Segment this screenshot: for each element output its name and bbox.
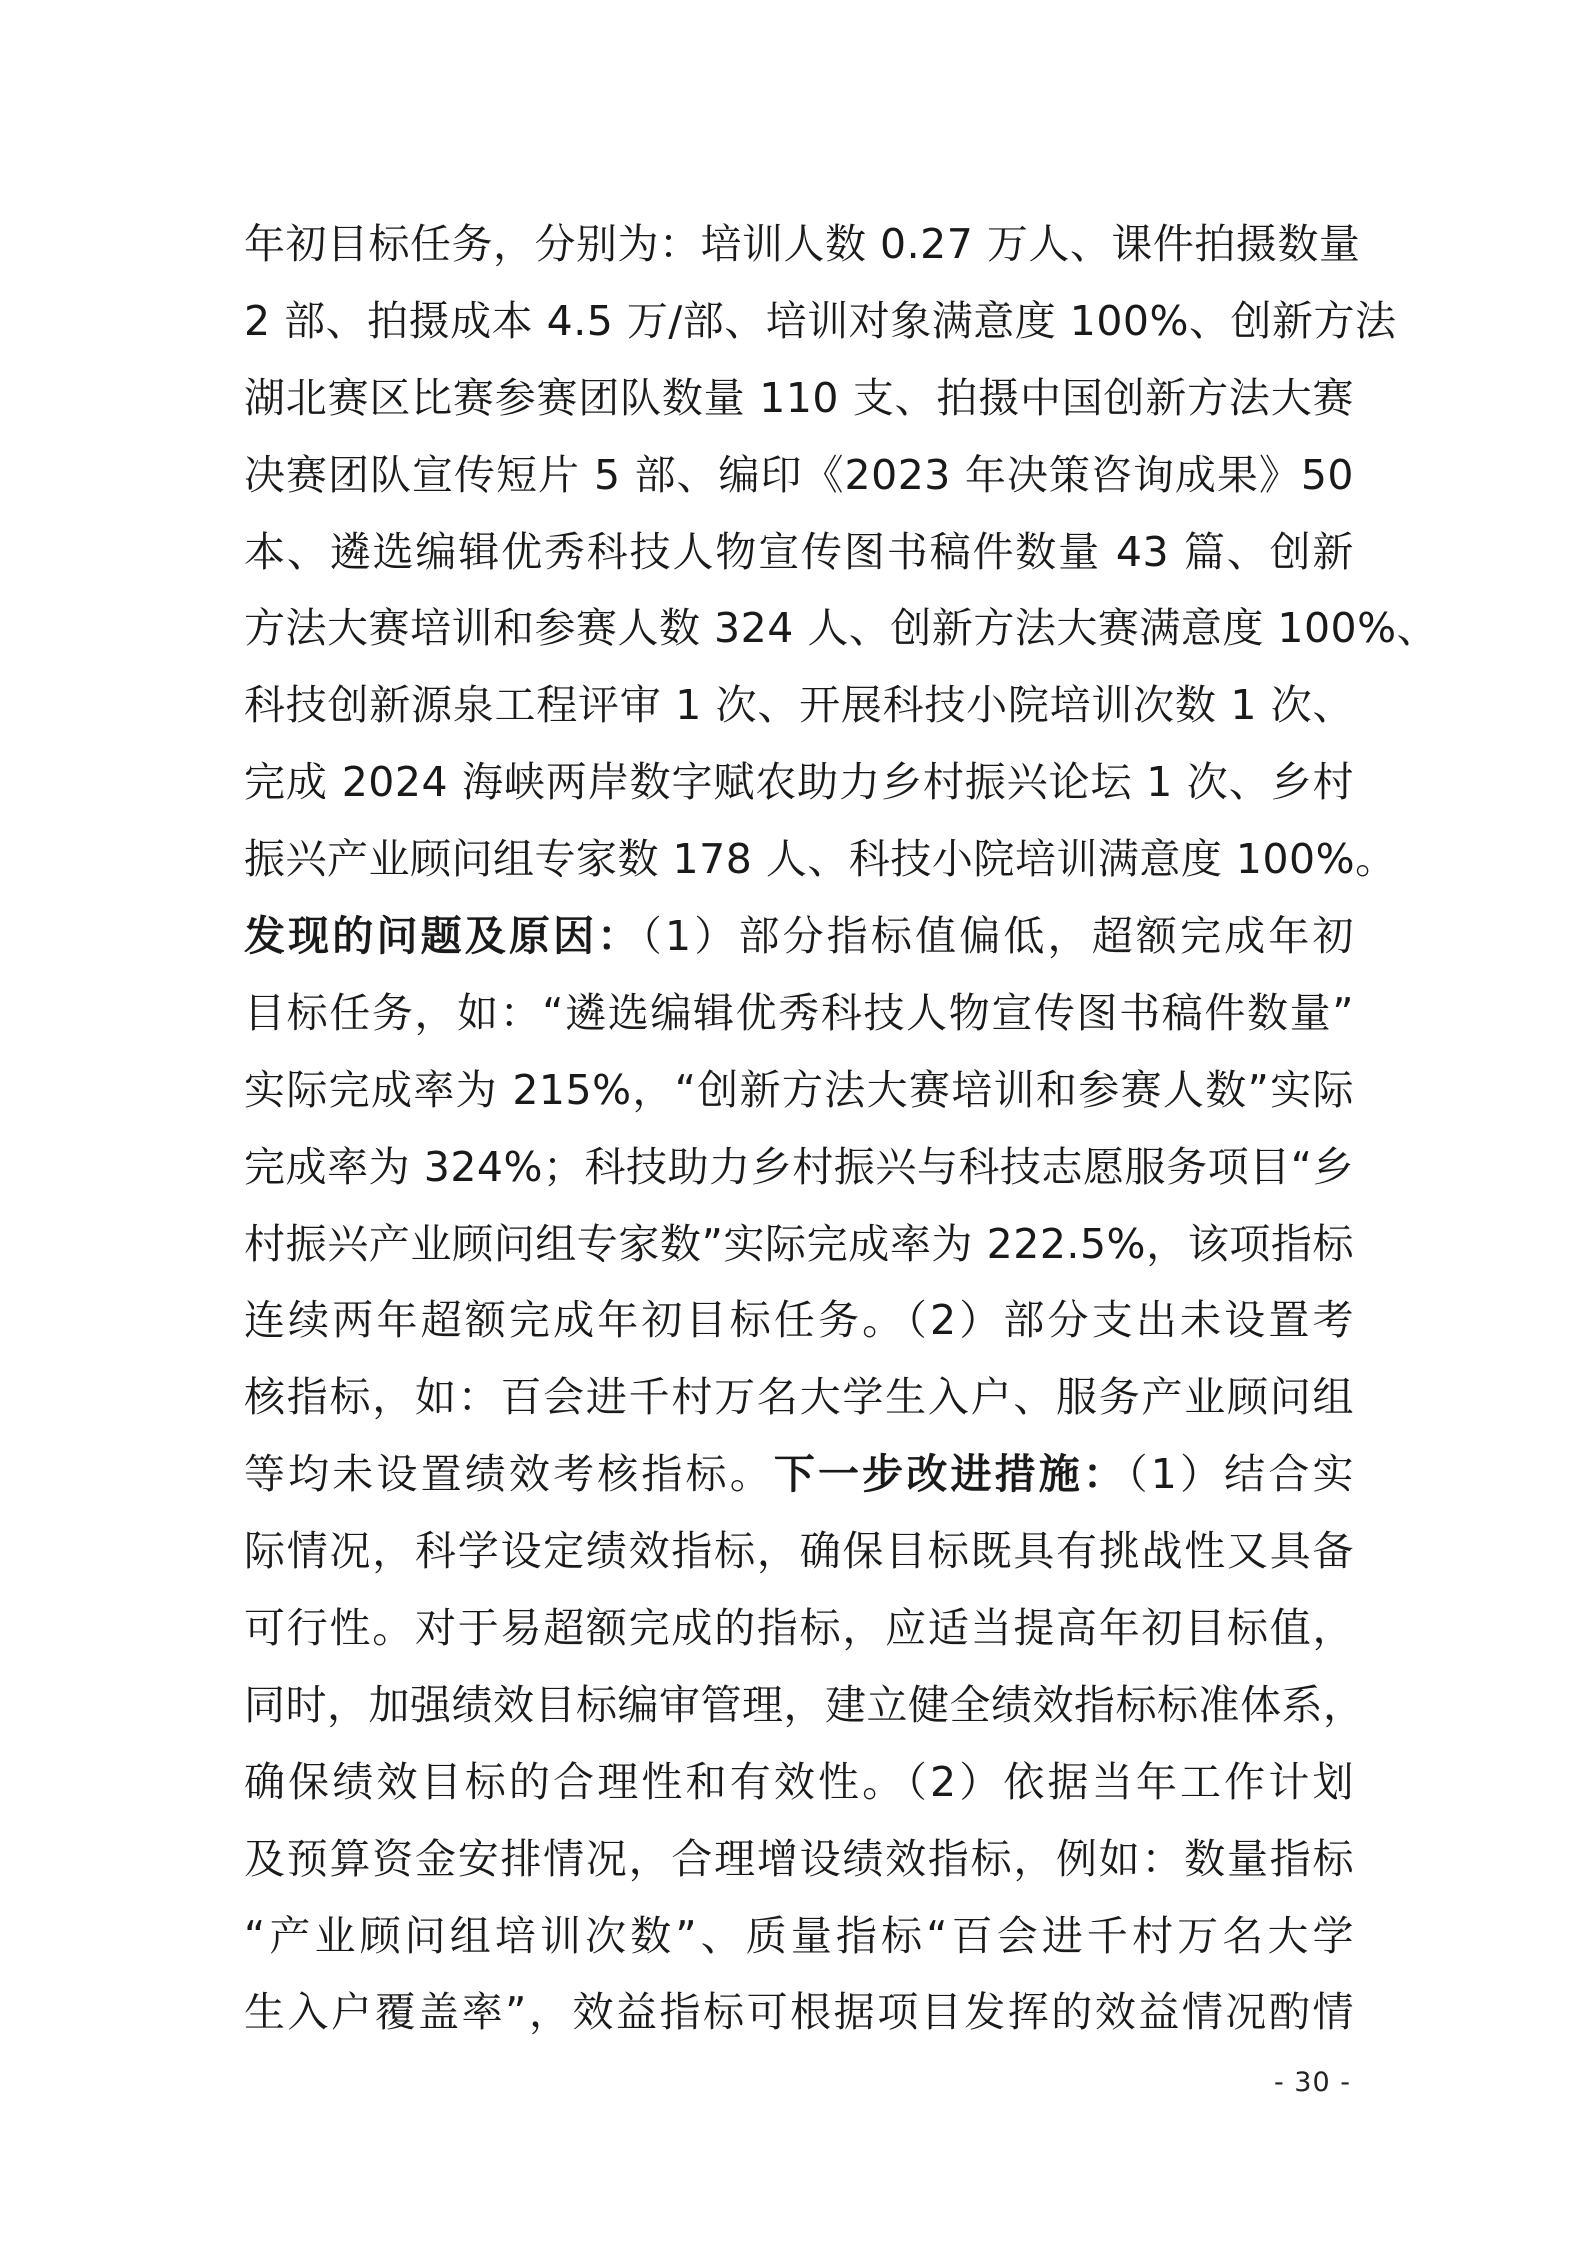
text-line: 村振兴产业顾问组专家数”实际完成率为 222.5%，该项指标	[244, 1219, 1354, 1268]
text-line: 连续两年超额完成年初目标任务。（2）部分支出未设置考	[244, 1296, 1354, 1345]
text-line: 可行性。对于易超额完成的指标，应适当提高年初目标值，	[244, 1604, 1354, 1653]
text-line: 目标任务，如：“遴选编辑优秀科技人物宣传图书稿件数量”	[244, 988, 1354, 1037]
text-line: 科技创新源泉工程评审 1 次、开展科技小院培训次数 1 次、	[244, 681, 1354, 730]
problems-first-line	[244, 898, 1354, 975]
problems-first-line-text: （1）部分指标值偏低，超额完成年初	[641, 912, 1354, 961]
text-line: “产业顾问组培训次数”、质量指标“百会进千村万名大学	[244, 1911, 1354, 1960]
text-line: 方法大赛培训和参赛人数 324 人、创新方法大赛满意度 100%、	[244, 604, 1439, 653]
text-line: 完成 2024 海峡两岸数字赋农助力乡村振兴论坛 1 次、乡村	[244, 758, 1354, 807]
text-line: 实际完成率为 215%，“创新方法大赛培训和参赛人数”实际	[244, 1065, 1354, 1114]
text-line: 生入户覆盖率”，效益指标可根据项目发挥的效益情况酌情	[244, 1988, 1354, 2037]
measures-first-line-text: （1）结合实	[1127, 1450, 1354, 1499]
page-number: - 30 -	[1273, 2067, 1351, 2098]
text-line: 完成率为 324%；科技助力乡村振兴与科技志愿服务项目“乡	[244, 1142, 1354, 1191]
measures-first-line	[244, 1436, 1354, 1513]
problems-heading: 发现的问题及原因：	[244, 912, 642, 961]
text-line: 本、遴选编辑优秀科技人物宣传图书稿件数量 43 篇、创新	[244, 527, 1354, 576]
text-line: 振兴产业顾问组专家数 178 人、科技小院培训满意度 100%。	[244, 835, 1397, 884]
text-line: 核指标，如：百会进千村万名大学生入户、服务产业顾问组	[244, 1373, 1354, 1422]
text-line: 际情况，科学设定绩效指标，确保目标既具有挑战性又具备	[244, 1527, 1354, 1576]
body-text	[244, 206, 1439, 2051]
text-line: 2 部、拍摄成本 4.5 万/部、培训对象满意度 100%、创新方法	[244, 296, 1397, 345]
text-line: 决赛团队宣传短片 5 部、编印《2023 年决策咨询成果》50	[244, 450, 1354, 499]
text-line: 年初目标任务，分别为：培训人数 0.27 万人、课件拍摄数量	[244, 220, 1361, 268]
measures-heading: 下一步改进措施：	[773, 1450, 1128, 1499]
text-line: 湖北赛区比赛参赛团队数量 110 支、拍摄中国创新方法大赛	[244, 373, 1354, 422]
problems-last-line-text: 等均未设置绩效考核指标。	[244, 1450, 774, 1499]
text-line: 同时，加强绩效目标编审管理，建立健全绩效指标标准体系，	[244, 1680, 1365, 1729]
text-line: 及预算资金安排情况，合理增设绩效指标，例如：数量指标	[244, 1834, 1354, 1883]
text-line: 确保绩效目标的合理性和有效性。（2）依据当年工作计划	[244, 1757, 1354, 1806]
